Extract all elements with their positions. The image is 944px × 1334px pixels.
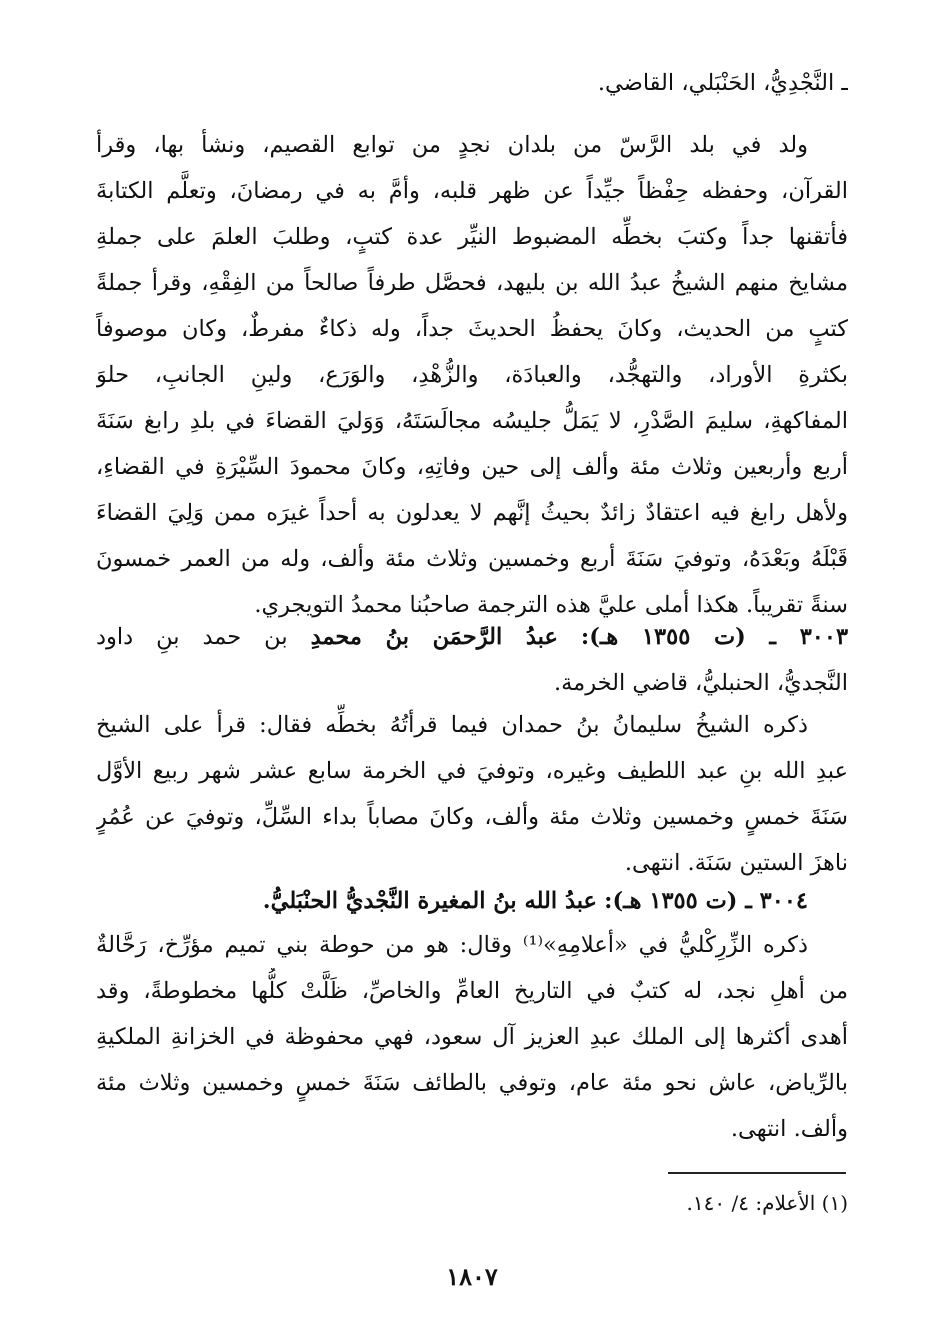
footnote-divider — [668, 1172, 846, 1174]
entry-3004-paragraph — [96, 922, 848, 1152]
text-line: المفاكهةِ، سليمَ الصَّدْرِ، لا يَمَلُّ جليسُه مجالَسَتَهُ، وَوَليَ القضاءَ في بلدِ رابغ سَنَةَ — [96, 408, 848, 434]
page-number: ١٨٠٧ — [446, 1262, 498, 1291]
text-line: سَنَةَ خمسٍ وخمسين وثلاث مئة وألف، وكانَ مصاباً بداء السِّلِّ، وتوفيَ عن عُمُرٍ — [96, 804, 848, 830]
text-line: بالرِّياض، عاش نحو مئة عام، وتوفي بالطائف سَنَةَ خمسٍ وخمسين وثلاث مئة — [96, 1070, 848, 1096]
text-line: قَبْلَهُ وبَعْدَهُ، وتوفيَ سَنَةَ أربع وخمسين وثلاث مئة وألف، وله من العمر خمسونَ — [96, 546, 848, 572]
text-line: ذكره الشيخُ سليمانُ بنُ حمدان فيما قرأتُهُ بخطِّه فقال: قرأ على الشيخ — [96, 712, 808, 738]
entry-3003-heading — [96, 614, 848, 706]
text-line: عبدِ الله بنِ عبد اللطيف وغيره، وتوفيَ في الخرمة سابع عشر شهر ربيع الأوَّل — [96, 758, 848, 784]
text-line: ولأهل رابغ فيه اعتقادٌ زائدٌ بحيثُ إنَّهم لا يعدلون به أحداً غيرَه ممن وَلِيَ القضاءَ — [96, 500, 848, 526]
text-line: فأتقنها جداً وكتبَ بخطِّه المضبوط النيِّر عدة كتبٍ، وطلبَ العلمَ على جملةِ — [96, 224, 848, 250]
entry-name: عبدُ الله بنُ المغيرة النَّجْديُّ الحنْبَليُّ. — [262, 888, 597, 914]
text-line: مشايخ منهم الشيخُ عبدُ الله بن بليهد، فحصَّل طرفاً صالحاً من الفِقْهِ، وقرأ جملةً — [96, 270, 848, 296]
entry-3003-paragraph — [96, 702, 848, 886]
text-line: من أهلِ نجد، له كتبٌ في التاريخ العامِّ والخاصِّ، ظَلَّتْ كلُّها مخطوطةً، وقد — [96, 978, 848, 1004]
entry-heading-line — [96, 878, 848, 924]
text-line: سنةً تقريباً. هكذا أملى عليَّ هذه الترجمة صاحبُنا محمدُ التويجري. — [254, 592, 848, 618]
text-line: القرآن، وحفظه حِفْظاً جيِّداً عن ظهر قلبه، وأمَّ به في رمضانَ، وتعلَّم الكتابةَ — [96, 178, 848, 204]
text-line: بكثرةِ الأوراد، والتهجُّد، والعبادَة، والزُّهْدِ، والوَرَع، ولينِ الجانبِ، حلوَ — [96, 362, 848, 388]
entry-name: عبدُ الرَّحمَن بنُ محمدِ — [310, 624, 558, 650]
entry-number: ٣٠٠٤ ـ (ت ١٣٥٥ هـ): — [604, 888, 808, 914]
entry-3002-paragraph — [96, 122, 848, 628]
continuation-line: ـ النَّجْدِيُّ، الحَنْبَلي، القاضي. — [597, 70, 848, 96]
entry-3004-heading — [96, 878, 848, 924]
text-line: ناهزَ الستين سَنَة. انتهى. — [624, 850, 848, 876]
entry-heading-line — [96, 614, 848, 660]
footnote: (١) الأعلام: ٤/ ١٤٠. — [686, 1191, 848, 1215]
continuation-line-block — [96, 60, 848, 106]
entry-heading-line-2: النَّجديُّ، الحنبليُّ، قاضي الخرمة. — [553, 670, 848, 696]
text-line: أهدى أكثرها إلى الملك عبدِ العزيز آل سعود، فهي محفوظة في الخزانةِ الملكيةِ — [96, 1024, 848, 1050]
text-line: ولد في بلد الرَّسّ من بلدان نجدٍ من توابع القصيم، ونشأ بها، وقرأ — [96, 132, 808, 158]
text-line: كتبٍ من الحديث، وكانَ يحفظُ الحديثَ جداً، وله ذكاءٌ مفرطٌ، وكان موصوفاً — [96, 316, 848, 342]
entry-number: ٣٠٠٣ ـ (ت ١٣٥٥ هـ): — [580, 624, 849, 650]
text-line: وألف. انتهى. — [730, 1116, 848, 1142]
entry-lineage: بن حمد بنِ داود — [96, 624, 288, 650]
text-line: أربع وأربعين وثلاث مئة وألف إلى حين وفاتِهِ، وكانَ محمودَ السِّيْرَةِ في القضاءِ، — [96, 454, 848, 480]
text-line: ذكره الزِّرِكْليُّ في «أعلامِهِ»⁽¹⁾ وقال: هو من حوطة بني تميم مؤرِّخ، رَحَّالةٌ — [96, 932, 808, 958]
